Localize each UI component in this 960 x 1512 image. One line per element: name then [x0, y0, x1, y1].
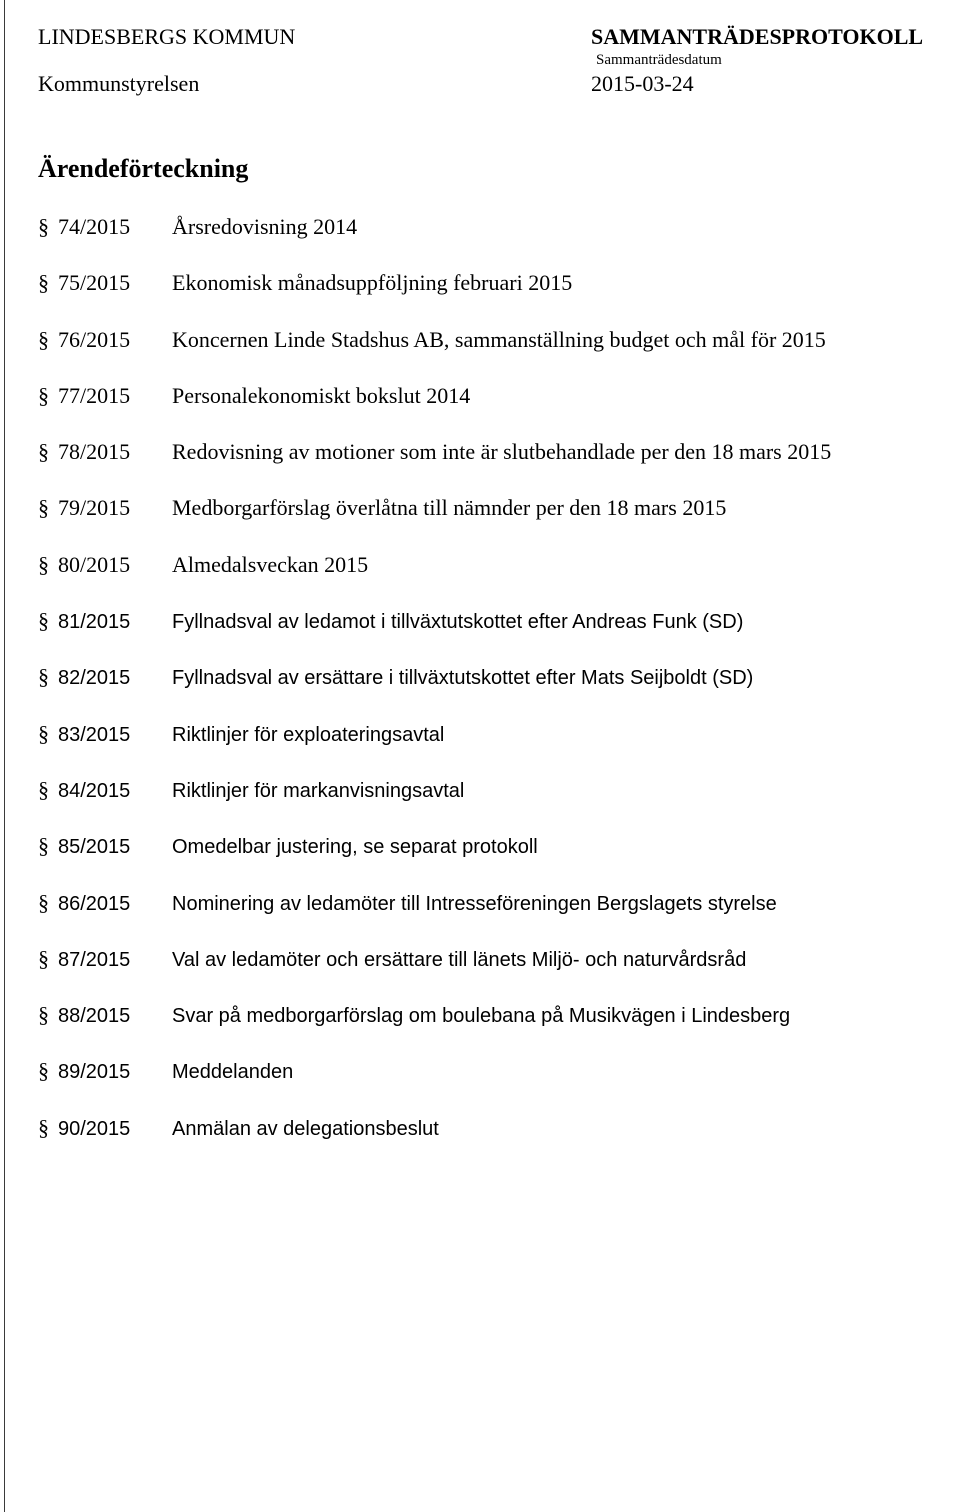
section-symbol: § [38, 382, 49, 408]
item-number: 79/2015 [58, 495, 131, 521]
section-symbol: § [38, 889, 49, 915]
agenda-item [38, 1114, 938, 1170]
item-title: Fyllnadsval av ledamot i tillväxtutskottet efter Andreas Funk (SD) [172, 611, 744, 634]
item-title: Medborgarförslag överlåtna till nämnder per den 18 mars 2015 [172, 495, 727, 521]
item-number: 84/2015 [58, 779, 131, 802]
section-symbol: § [38, 1058, 49, 1084]
page-heading: Ärendeförteckning [38, 154, 249, 183]
item-title: Svar på medborgarförslag om boulebana på Musikvägen i Lindesberg [172, 1005, 791, 1028]
agenda-item [38, 269, 938, 325]
section-symbol: § [38, 945, 49, 971]
agenda-item [38, 720, 938, 776]
item-title: Riktlinjer för markanvisningsavtal [172, 779, 465, 802]
agenda-item [38, 607, 938, 663]
page-edge-line [4, 0, 5, 1512]
item-number: 74/2015 [58, 214, 131, 239]
section-symbol: § [38, 833, 49, 859]
agenda-item [38, 776, 938, 832]
item-title: Omedelbar justering, se separat protokoll [172, 836, 538, 859]
item-number: 87/2015 [58, 948, 131, 971]
agenda-item [38, 1001, 938, 1057]
item-title: Koncernen Linde Stadshus AB, sammanställning budget och mål för 2015 [172, 326, 826, 352]
date-label: Sammanträdesdatum [596, 52, 722, 68]
item-title: Fyllnadsval av ersättare i tillväxtutskottet efter Mats Seijboldt (SD) [172, 667, 754, 690]
section-symbol: § [38, 214, 49, 239]
item-title: Anmälan av delegationsbeslut [172, 1117, 439, 1140]
item-title: Meddelanden [172, 1061, 294, 1084]
agenda-item [38, 832, 938, 888]
item-number: 78/2015 [58, 439, 131, 465]
agenda-item [38, 945, 938, 1001]
item-number: 86/2015 [58, 892, 131, 915]
section-symbol: § [38, 495, 49, 521]
item-number: 80/2015 [58, 551, 131, 577]
item-title: Redovisning av motioner som inte är slutbehandlade per den 18 mars 2015 [172, 439, 832, 465]
section-symbol: § [38, 1002, 49, 1028]
document-type: SAMMANTRÄDESPROTOKOLL [591, 24, 924, 49]
agenda-item [38, 1057, 938, 1113]
item-number: 90/2015 [58, 1117, 131, 1140]
item-title: Årsredovisning 2014 [172, 214, 358, 239]
item-title: Personalekonomiskt bokslut 2014 [172, 382, 471, 408]
item-number: 89/2015 [58, 1061, 131, 1084]
section-symbol: § [38, 326, 49, 352]
item-number: 85/2015 [58, 836, 131, 859]
item-number: 88/2015 [58, 1005, 131, 1028]
meeting-date: 2015-03-24 [591, 71, 694, 96]
section-symbol: § [38, 664, 49, 690]
item-number: 82/2015 [58, 667, 131, 690]
item-title: Val av ledamöter och ersättare till länets Miljö- och naturvårdsråd [172, 948, 747, 971]
item-number: 75/2015 [58, 270, 131, 296]
agenda-item [38, 213, 938, 269]
agenda-item [38, 889, 938, 945]
agenda-item [38, 663, 938, 719]
agenda-item [38, 494, 938, 550]
section-symbol: § [38, 1114, 49, 1140]
section-symbol: § [38, 270, 49, 296]
section-symbol: § [38, 608, 49, 634]
agenda-item [38, 551, 938, 607]
committee-name: Kommunstyrelsen [38, 71, 200, 96]
section-symbol: § [38, 551, 49, 577]
agenda-item [38, 382, 938, 438]
item-title: Ekonomisk månadsuppföljning februari 2015 [172, 270, 573, 296]
section-symbol: § [38, 776, 49, 802]
section-symbol: § [38, 720, 49, 746]
agenda-item [38, 326, 938, 382]
organization-name: LINDESBERGS KOMMUN [38, 24, 296, 49]
item-number: 77/2015 [58, 382, 131, 408]
agenda-item [38, 438, 938, 494]
item-number: 81/2015 [58, 611, 131, 634]
section-symbol: § [38, 439, 49, 465]
item-title: Riktlinjer för exploateringsavtal [172, 723, 445, 746]
item-number: 76/2015 [58, 326, 131, 352]
item-title: Almedalsveckan 2015 [172, 551, 369, 577]
item-number: 83/2015 [58, 723, 131, 746]
agenda-list [38, 213, 938, 1170]
item-title: Nominering av ledamöter till Intresseföreningen Bergslagets styrelse [172, 892, 777, 915]
